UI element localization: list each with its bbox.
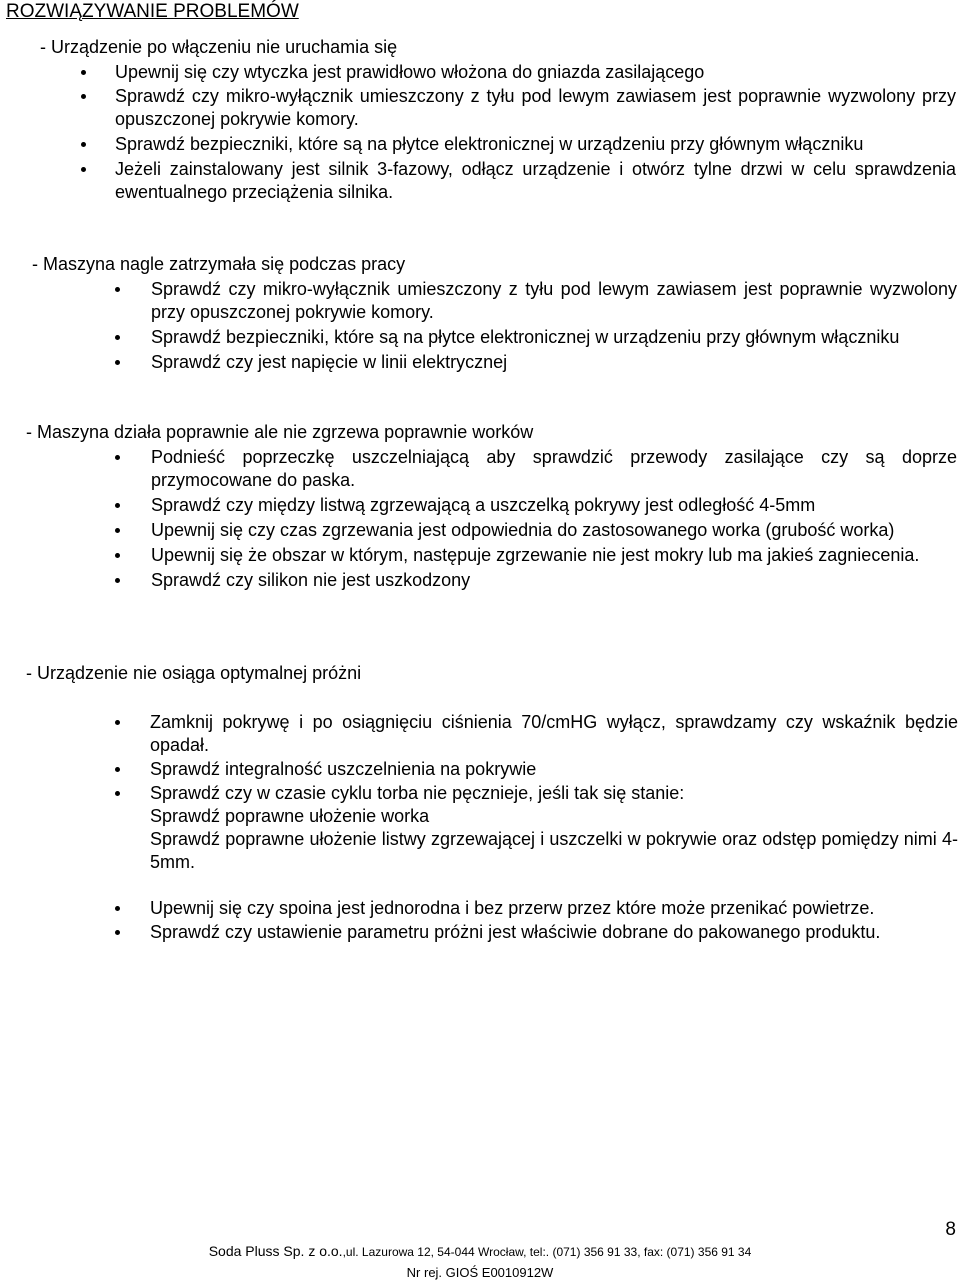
list-item bbox=[151, 569, 957, 592]
list-item bbox=[115, 158, 956, 204]
bullet-icon bbox=[115, 455, 120, 460]
list-item-text: Sprawdź czy ustawienie parametru próżni jest właściwie dobrane do pakowanego produktu. bbox=[150, 922, 881, 942]
list-item-text: Sprawdź czy silikon nie jest uszkodzony bbox=[151, 570, 471, 590]
list-item-text: Sprawdź czy mikro-wyłącznik umieszczony z tyłu pod lewym zawiasem jest poprawnie wyzwolony przy opuszczonej pokrywie komory. bbox=[115, 86, 956, 129]
list-item bbox=[150, 921, 958, 944]
company-address: ,ul. Lazurowa 12, 54-044 Wrocław, tel:. (071) 356 91 33, fax: (071) 356 91 34 bbox=[342, 1245, 752, 1259]
checklist bbox=[115, 61, 956, 205]
bullet-icon bbox=[115, 767, 120, 772]
list-item-text: Sprawdź czy w czasie cyklu torba nie pęcznieje, jeśli tak się stanie: bbox=[150, 783, 685, 803]
footer-company-info bbox=[0, 1243, 960, 1260]
section-heading: - Urządzenie po włączeniu nie uruchamia się bbox=[40, 37, 398, 57]
list-item bbox=[151, 446, 957, 492]
bullet-icon bbox=[115, 720, 120, 725]
company-name: Soda Pluss Sp. z o.o. bbox=[208, 1243, 343, 1259]
page-number: 8 bbox=[945, 1219, 956, 1240]
bullet-icon bbox=[115, 503, 120, 508]
list-item-text: Sprawdź integralność uszczelnienia na pokrywie bbox=[150, 759, 537, 779]
list-item bbox=[150, 897, 958, 920]
list-item-text: Sprawdź czy jest napięcie w linii elektrycznej bbox=[151, 352, 508, 372]
checklist bbox=[151, 446, 957, 594]
list-item-text: Sprawdź bezpieczniki, które są na płytce elektronicznej w urządzeniu przy głównym włączniku bbox=[115, 134, 864, 154]
footer-registry: Nr rej. GIOŚ E0010912W bbox=[406, 1265, 554, 1280]
bullet-icon bbox=[115, 287, 120, 292]
list-item-text: Upewnij się czy wtyczka jest prawidłowo włożona do gniazda zasilającego bbox=[115, 62, 705, 82]
checklist bbox=[151, 278, 957, 376]
bullet-icon bbox=[115, 578, 120, 583]
bullet-icon bbox=[115, 791, 120, 796]
sub-item: Sprawdź poprawne ułożenie listwy zgrzewającej i uszczelki w pokrywie oraz odstęp pomiędzy nimi 4-5mm. bbox=[150, 829, 958, 872]
list-item-text: Jeżeli zainstalowany jest silnik 3-fazowy, odłącz urządzenie i otwórz tylne drzwi w celu sprawdzenia ewentualnego przeciążenia silnika. bbox=[115, 159, 956, 202]
page-title: ROZWIĄZYWANIE PROBLEMÓW bbox=[6, 1, 299, 22]
list-item-text: Podnieść poprzeczkę uszczelniającą aby sprawdzić przewody zasilające czy są doprze przymocowane do paska. bbox=[151, 447, 957, 490]
list-item-text: Sprawdź czy mikro-wyłącznik umieszczony z tyłu pod lewym zawiasem jest poprawnie wyzwolony przy opuszczonej pokrywie komory. bbox=[151, 279, 957, 322]
bullet-icon bbox=[115, 930, 120, 935]
list-item-text: Zamknij pokrywę i po osiągnięciu ciśnienia 70/cmHG wyłącz, sprawdzamy czy wskaźnik będzie opadał. bbox=[150, 712, 958, 755]
bullet-icon bbox=[115, 528, 120, 533]
bullet-icon bbox=[81, 94, 86, 99]
list-item bbox=[150, 782, 958, 874]
list-item bbox=[151, 519, 957, 542]
list-item-text: Upewnij się czy czas zgrzewania jest odpowiednia do zastosowanego worka (grubość worka) bbox=[151, 520, 895, 540]
list-item-text: Upewnij się że obszar w którym, następuje zgrzewanie nie jest mokry lub ma jakieś zagniecenia. bbox=[151, 545, 920, 565]
list-item bbox=[151, 326, 957, 349]
section-heading: - Maszyna działa poprawnie ale nie zgrzewa poprawnie worków bbox=[26, 422, 534, 442]
list-item bbox=[151, 494, 957, 517]
bullet-icon bbox=[115, 906, 120, 911]
bullet-icon bbox=[81, 167, 86, 172]
list-item bbox=[115, 85, 956, 131]
section-heading: - Urządzenie nie osiąga optymalnej próżni bbox=[26, 663, 362, 683]
list-item bbox=[151, 544, 957, 567]
section-heading: - Maszyna nagle zatrzymała się podczas pracy bbox=[32, 254, 406, 274]
list-item bbox=[115, 133, 956, 156]
sub-item: Sprawdź poprawne ułożenie worka bbox=[150, 806, 430, 826]
list-item bbox=[151, 278, 957, 324]
list-item bbox=[150, 711, 958, 757]
bullet-icon bbox=[81, 70, 86, 75]
bullet-icon bbox=[115, 335, 120, 340]
list-item bbox=[150, 758, 958, 781]
list-item-text: Sprawdź bezpieczniki, które są na płytce elektronicznej w urządzeniu przy głównym włączniku bbox=[151, 327, 900, 347]
bullet-icon bbox=[81, 142, 86, 147]
list-item-text: Upewnij się czy spoina jest jednorodna i bez przerw przez które może przenikać powietrze. bbox=[150, 898, 875, 918]
list-item bbox=[115, 61, 956, 84]
checklist bbox=[150, 711, 958, 945]
list-item-text: Sprawdź czy między listwą zgrzewającą a uszczelką pokrywy jest odległość 4-5mm bbox=[151, 495, 816, 515]
bullet-icon bbox=[115, 553, 120, 558]
bullet-icon bbox=[115, 360, 120, 365]
list-item bbox=[151, 351, 957, 374]
